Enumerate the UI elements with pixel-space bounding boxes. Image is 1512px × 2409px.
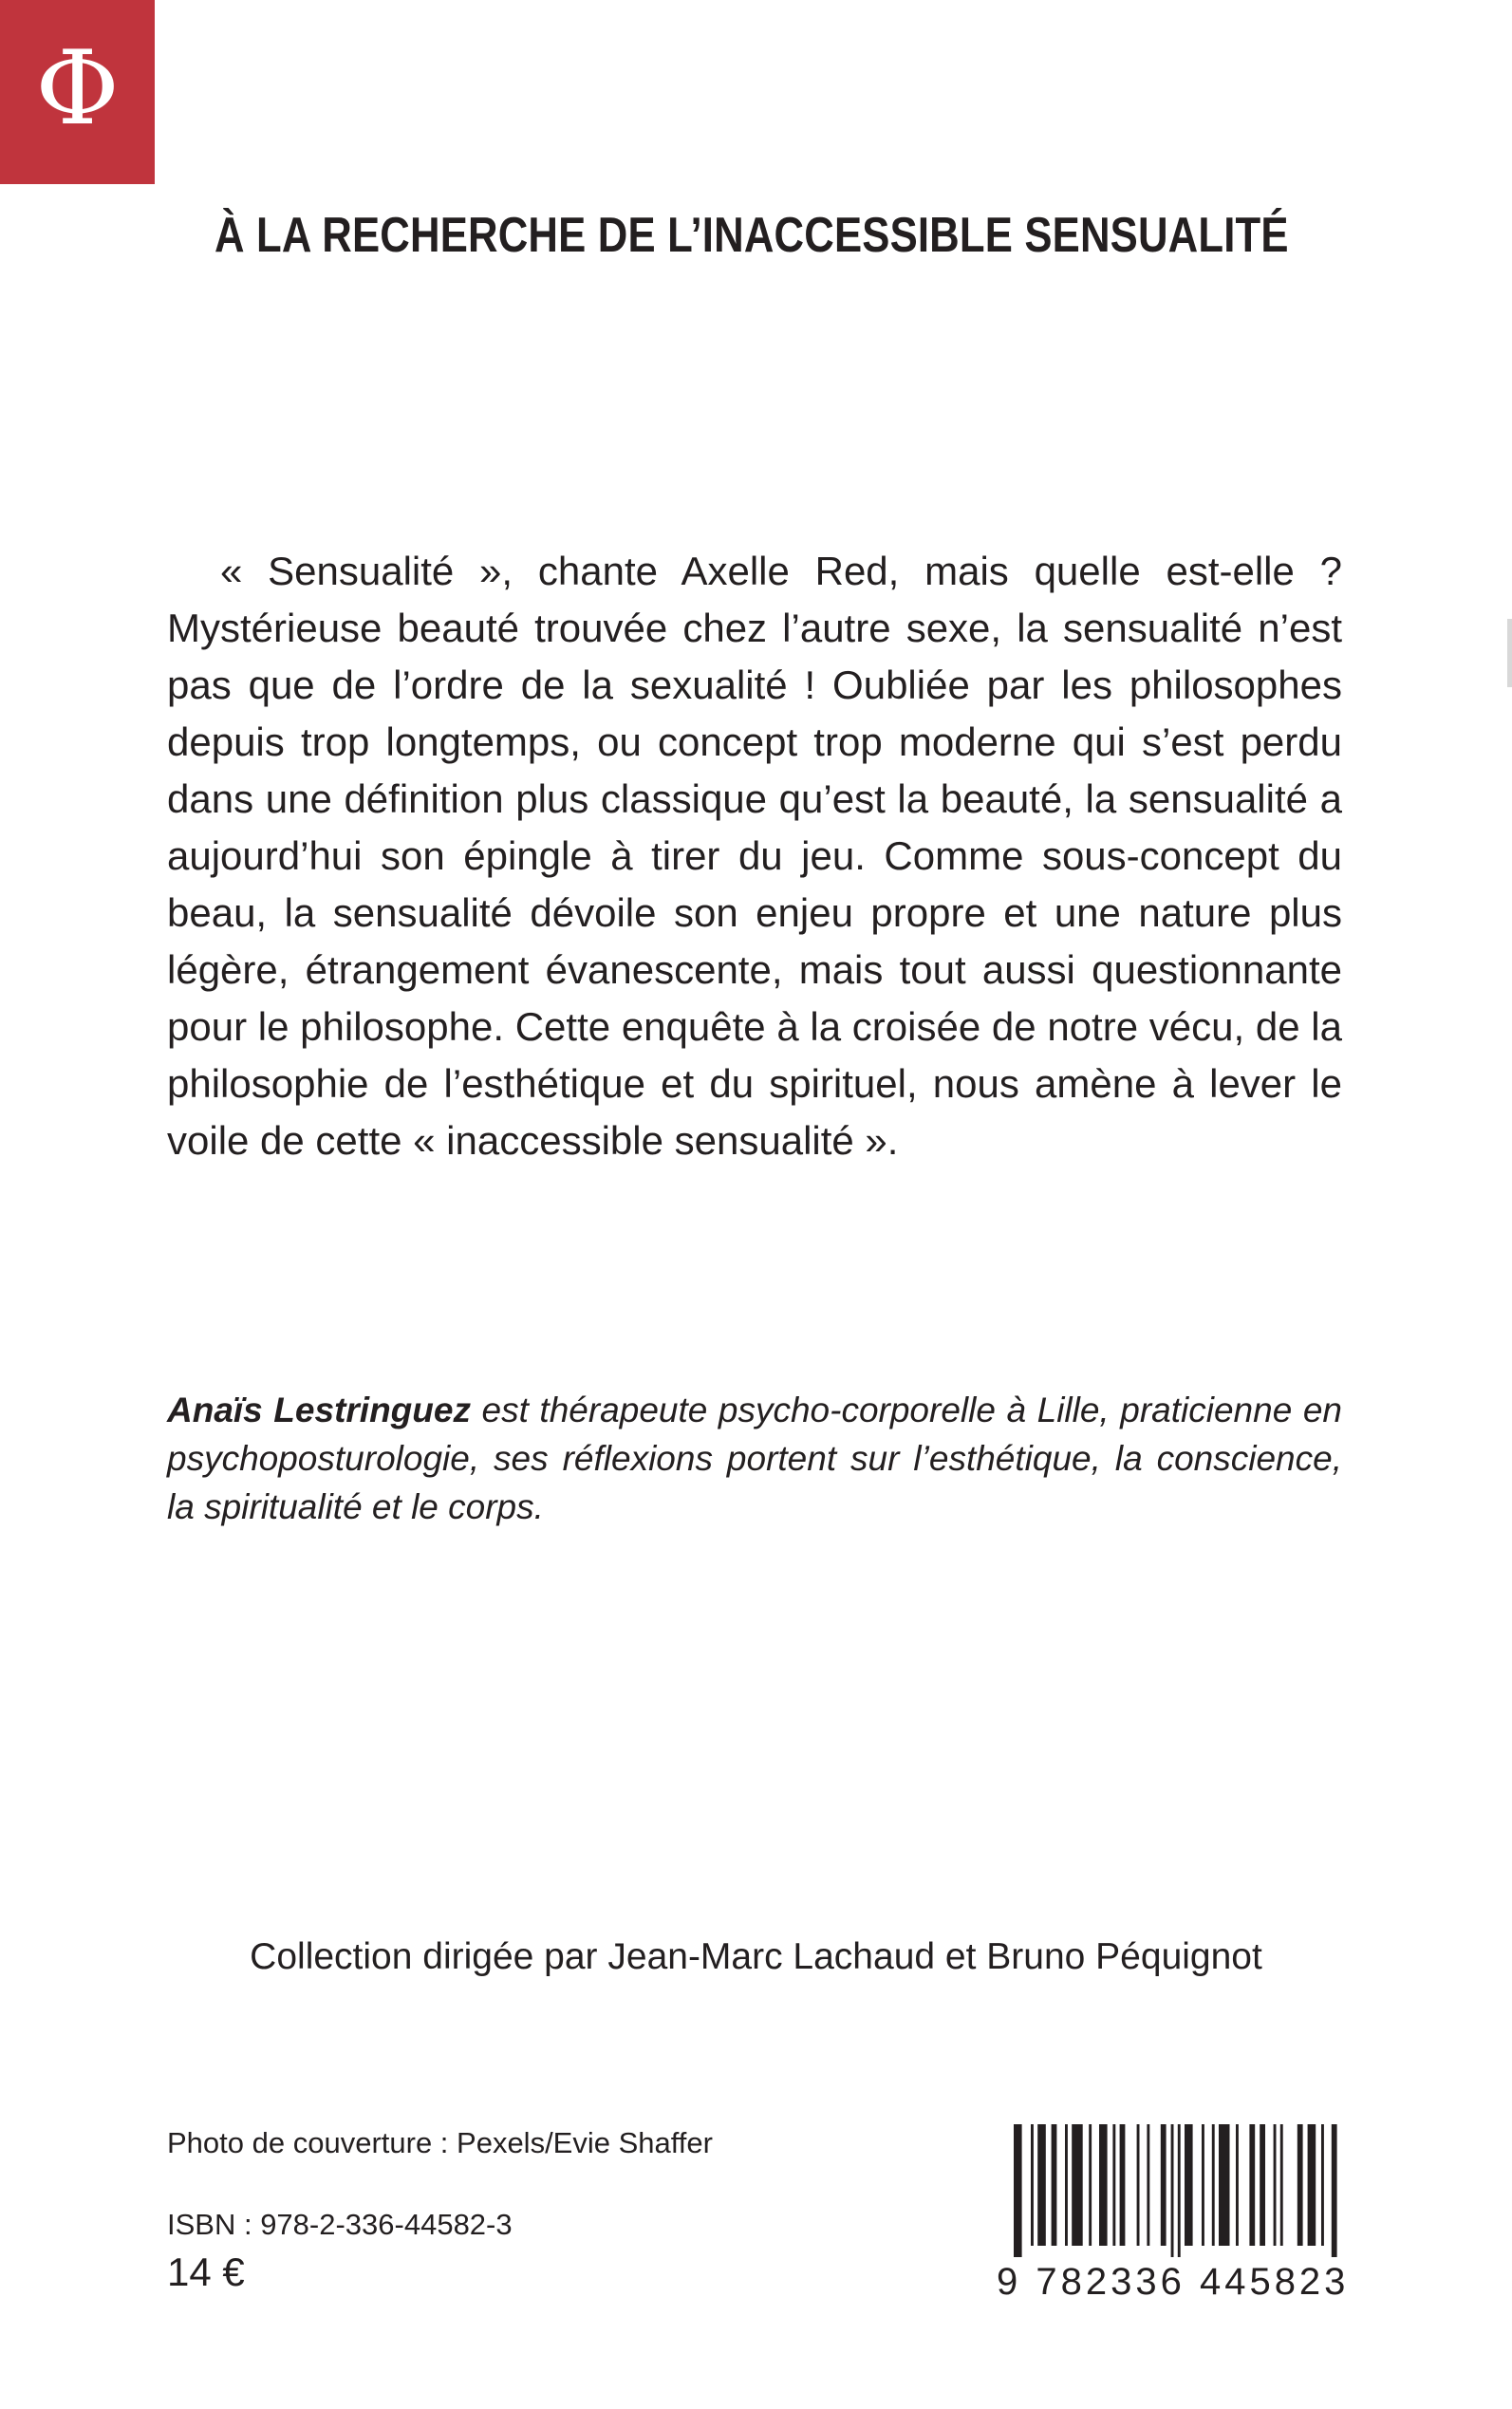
barcode-bar [1308,2124,1316,2246]
publisher-logo [0,0,155,184]
barcode-bar [1037,2124,1046,2246]
price: 14 € [167,2250,245,2294]
barcode-bar [1280,2124,1283,2246]
blurb-text: « Sensualité », chante Axelle Red, mais quelle est-elle ? Mystérieuse beauté trouvée chez l’autre sexe, la sensualité n’est pas que de l’ordre de la sexualité ! Oubliée par les philosophes depuis trop longtemps, ou concept trop moderne qui s’est perdu dans une définition plus classique qu’est la beauté, la sensualité a aujourd’hui son épingle à tirer du jeu. Comme sous-concept du beau, la sensualité dévoile son enjeu propre et une nature plus légère, étrangement évanescente, mais tout aussi questionnante pour le philosophe. Cette enquête à la croisée de notre vécu, de la philosophie de l’esthétique et du spirituel, nous amène à lever le voile de cette « inaccessible sensualité ». [167,549,1342,1163]
barcode-bar [1178,2124,1181,2257]
barcode-bar [1274,2124,1277,2246]
barcode-bar [1249,2124,1255,2246]
barcode-bar [1161,2124,1167,2246]
barcode-bar [1137,2124,1140,2246]
barcode-bar [1171,2124,1174,2257]
barcode-bar [1052,2124,1057,2246]
barcode-digits: 9 782336 445823 [997,2261,1350,2303]
barcode-bar [1297,2124,1303,2246]
edge-mark [1507,619,1512,687]
barcode-bar [1260,2124,1265,2246]
author-name: Anaïs Lestringuez [167,1391,471,1429]
author-bio [167,1386,1342,1531]
isbn: ISBN : 978-2-336-44582-3 [167,2208,513,2241]
barcode-bar [1065,2124,1068,2246]
barcode-bar [1185,2124,1193,2246]
barcode-bar [1332,2124,1337,2257]
book-title: À LA RECHERCHE DE L’INACCESSIBLE SENSUALITÉ [215,208,1289,263]
barcode-bar [1321,2124,1324,2246]
barcode-bar [1212,2124,1215,2246]
barcode-bar [1112,2124,1115,2246]
barcode-bar [1089,2124,1092,2246]
collection-credit: Collection dirigée par Jean-Marc Lachaud et Bruno Péquignot [250,1936,1262,1977]
barcode-bars-icon [1008,2124,1344,2257]
barcode-bar [1147,2124,1149,2246]
photo-credit: Photo de couverture : Pexels/Evie Shaffer [167,2126,713,2159]
phi-logo-icon: Φ [35,29,120,148]
barcode-bar [1219,2124,1230,2246]
barcode-bar [1099,2124,1108,2246]
back-cover-blurb [167,543,1342,1169]
author-bio-text: est thérapeute psycho-corporelle à Lille, praticienne en psychoposturologie, ses réflexions portent sur l’esthétique, la conscience, la spiritualité et le corps. [167,1391,1342,1526]
barcode-bar [1202,2124,1204,2246]
barcode-bar [1236,2124,1239,2246]
barcode-bar [1120,2124,1126,2246]
barcode-bar [1031,2124,1034,2246]
barcode-bar [1072,2124,1083,2246]
barcode-bar [1014,2124,1022,2257]
